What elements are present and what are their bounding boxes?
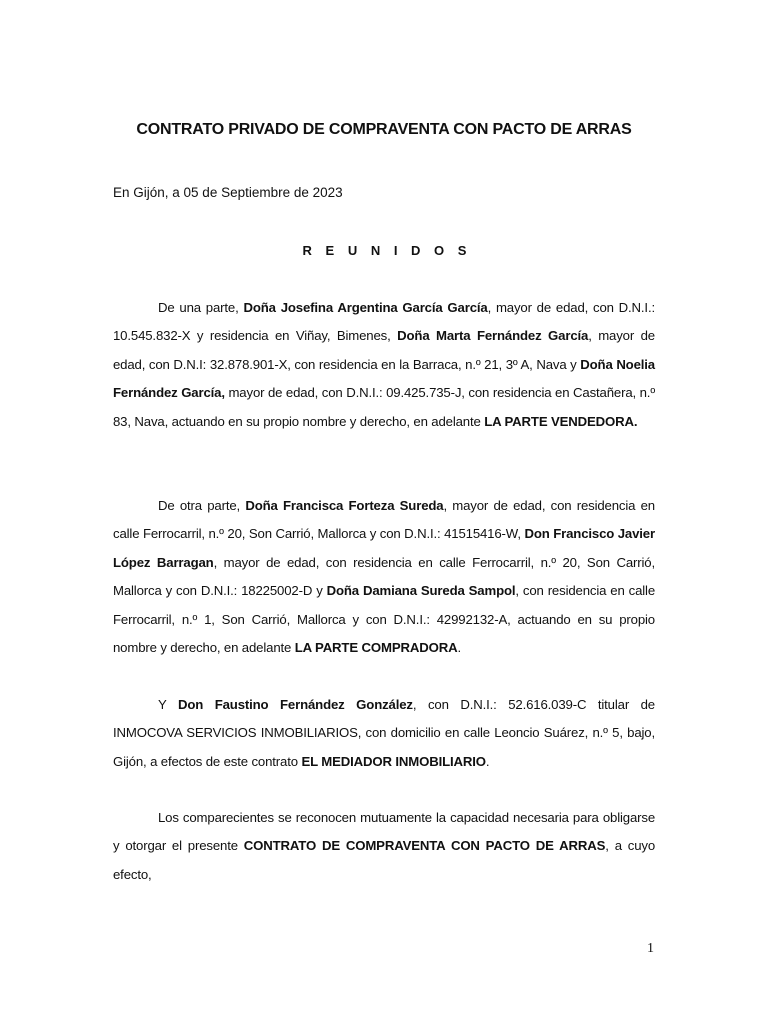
paragraph-text: mayor de edad, con D.N.I.: 09.425.735-J, con residencia en Castañera, n.º 83, Nava, actuando en su propio nombre y derecho, en adelante: [113, 385, 655, 429]
party-role: EL MEDIADOR INMOBILIARIO: [301, 753, 486, 769]
party-name: Don Francisco Javier López Barragan: [113, 526, 655, 570]
party-name: Doña Marta Fernández García: [397, 328, 589, 344]
page-number: 1: [647, 941, 654, 956]
paragraph-text: Los comparecientes se reconocen mutuamente la capacidad necesaria para obligarse y otorgar el presente: [113, 810, 655, 854]
paragraph-text: .: [485, 753, 490, 769]
paragraph-text: De otra parte,: [158, 498, 246, 513]
paragraph-buyer-party: [113, 492, 655, 662]
party-role: LA PARTE VENDEDORA.: [484, 413, 638, 429]
paragraph-text: Y: [158, 697, 178, 712]
party-name: Doña Josefina Argentina García García: [243, 300, 488, 315]
paragraph-text: , a cuyo efecto,: [113, 838, 656, 882]
paragraph-mediator-party: [113, 691, 655, 776]
paragraph-text: , mayor de edad, con D.N.I: 32.878.901-X, con residencia en la Barraca, n.º 21, 3º A, Nava y: [113, 328, 655, 372]
date-line: En Gijón, a 05 de Septiembre de 2023: [113, 185, 343, 200]
party-name: Doña Damiana Sureda Sampol: [326, 583, 516, 599]
paragraph-text: , mayor de edad, con residencia en calle Ferrocarril, n.º 20, Son Carrió, Mallorca y con D.N.I.: 18225002-D y: [113, 554, 656, 599]
paragraph-text: , con residencia en calle Ferrocarril, n.º 1, Son Carrió, Mallorca y con D.N.I.: 42992132-A, actuando en su propio nombre y derecho, en adelante: [113, 583, 656, 656]
party-role: LA PARTE COMPRADORA: [294, 640, 458, 656]
party-name: Doña Francisca Forteza Sureda: [245, 498, 444, 513]
paragraph-text: , mayor de edad, con D.N.I.: 10.545.832-X y residencia en Viñay, Bimenes,: [113, 300, 655, 344]
paragraph-seller-party: [113, 294, 655, 436]
paragraph-text: .: [457, 640, 461, 656]
party-name: Don Faustino Fernández González: [177, 697, 413, 712]
paragraph-text: , con D.N.I.: 52.616.039-C titular de INMOCOVA SERVICIOS INMOBILIARIOS, con domicilio en calle Leoncio Suárez, n.º 5, bajo, Gijón, a efectos de este contrato: [113, 697, 655, 769]
paragraph-capacity: [113, 804, 655, 889]
party-name: Doña Noelia Fernández García,: [113, 356, 655, 401]
paragraph-text: De una parte,: [158, 300, 244, 315]
section-heading-reunidos: R E U N I D O S: [302, 243, 472, 258]
paragraph-text: , mayor de edad, con residencia en calle Ferrocarril, n.º 20, Son Carrió, Mallorca y con D.N.I.: 41515416-W,: [113, 498, 655, 542]
contract-name: CONTRATO DE COMPRAVENTA CON PACTO DE ARRAS: [243, 838, 606, 854]
document-title: CONTRATO PRIVADO DE COMPRAVENTA CON PACTO DE ARRAS: [136, 121, 632, 138]
